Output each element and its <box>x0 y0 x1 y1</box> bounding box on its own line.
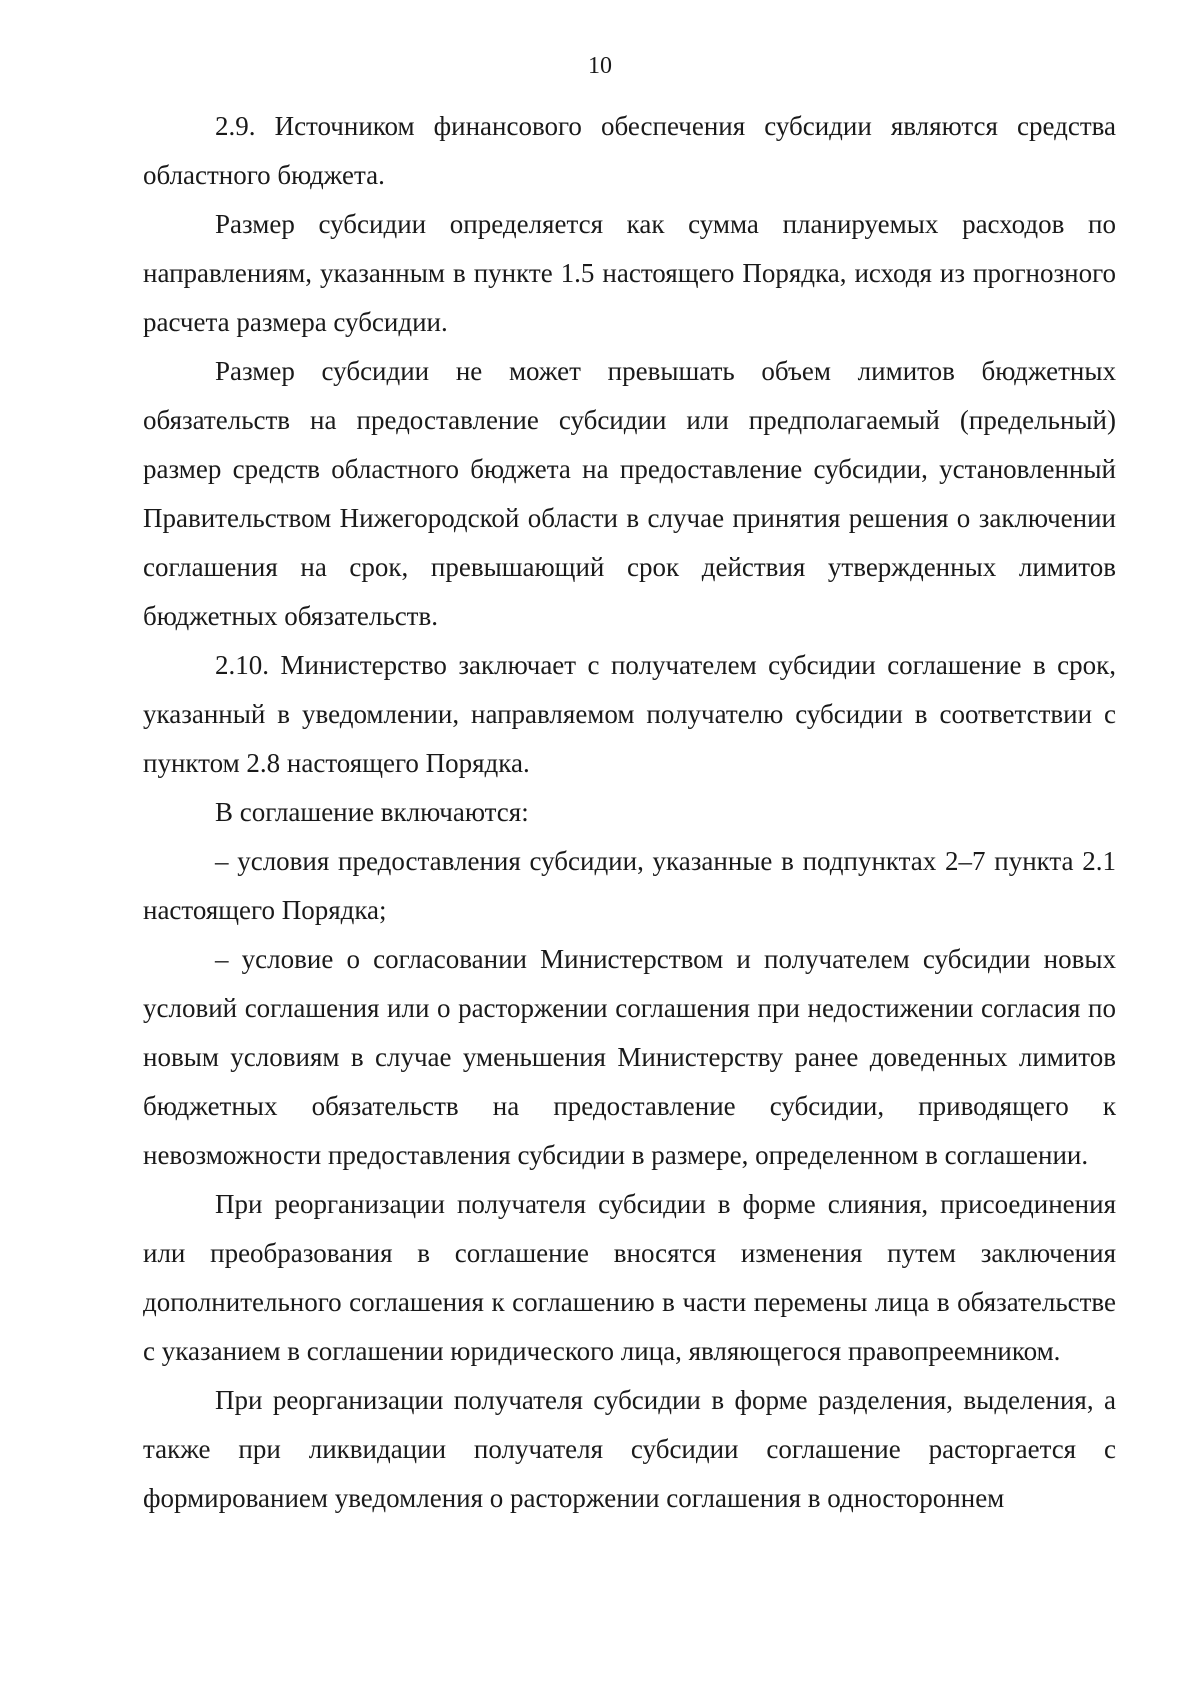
paragraph-subsidy-limit: Размер субсидии не может превышать объем лимитов бюджетных обязательств на предоставление субсидии или предполагаемый (предельный) размер средств областного бюджета на предоставление субсидии, установленный Правительством Нижегородской области в случае принятия решения о заключении соглашения на срок, превышающий срок действия утвержденных лимитов бюджетных обязательств. <box>143 356 1116 631</box>
paragraph-subsidy-amount: Размер субсидии определяется как сумма планируемых расходов по направлениям, указанным в пункте 1.5 настоящего Порядка, исходя из прогнозного расчета размера субсидии. <box>143 209 1116 337</box>
document-body <box>143 102 1116 1523</box>
list-item-conditions: – условия предоставления субсидии, указанные в подпунктах 2–7 пункта 2.1 настоящего Порядка; <box>143 846 1116 925</box>
paragraph-2-9: 2.9. Источником финансового обеспечения субсидии являются средства областного бюджета. <box>143 111 1116 190</box>
paragraph-agreement-includes: В соглашение включаются: <box>215 797 529 827</box>
paragraph-2-10: 2.10. Министерство заключает с получателем субсидии соглашение в срок, указанный в уведомлении, направляемом получателю субсидии в соответствии с пунктом 2.8 настоящего Порядка. <box>143 650 1116 778</box>
list-item-agreement-condition: – условие о согласовании Министерством и получателем субсидии новых условий соглашения или о расторжении соглашения при недостижении согласия по новым условиям в случае уменьшения Министерству ранее доведенных лимитов бюджетных обязательств на предоставление субсидии, приводящего к невозможности предоставления субсидии в размере, определенном в соглашении. <box>143 944 1116 1170</box>
page-number: 10 <box>588 53 612 79</box>
paragraph-reorganization-merger: При реорганизации получателя субсидии в форме слияния, присоединения или преобразования в соглашение вносятся изменения путем заключения дополнительного соглашения к соглашению в части перемены лица в обязательстве с указанием в соглашении юридического лица, являющегося правопреемником. <box>143 1189 1116 1366</box>
paragraph-reorganization-division: При реорганизации получателя субсидии в форме разделения, выделения, а также при ликвидации получателя субсидии соглашение расторгается с формированием уведомления о расторжении соглашения в одностороннем <box>143 1385 1116 1513</box>
